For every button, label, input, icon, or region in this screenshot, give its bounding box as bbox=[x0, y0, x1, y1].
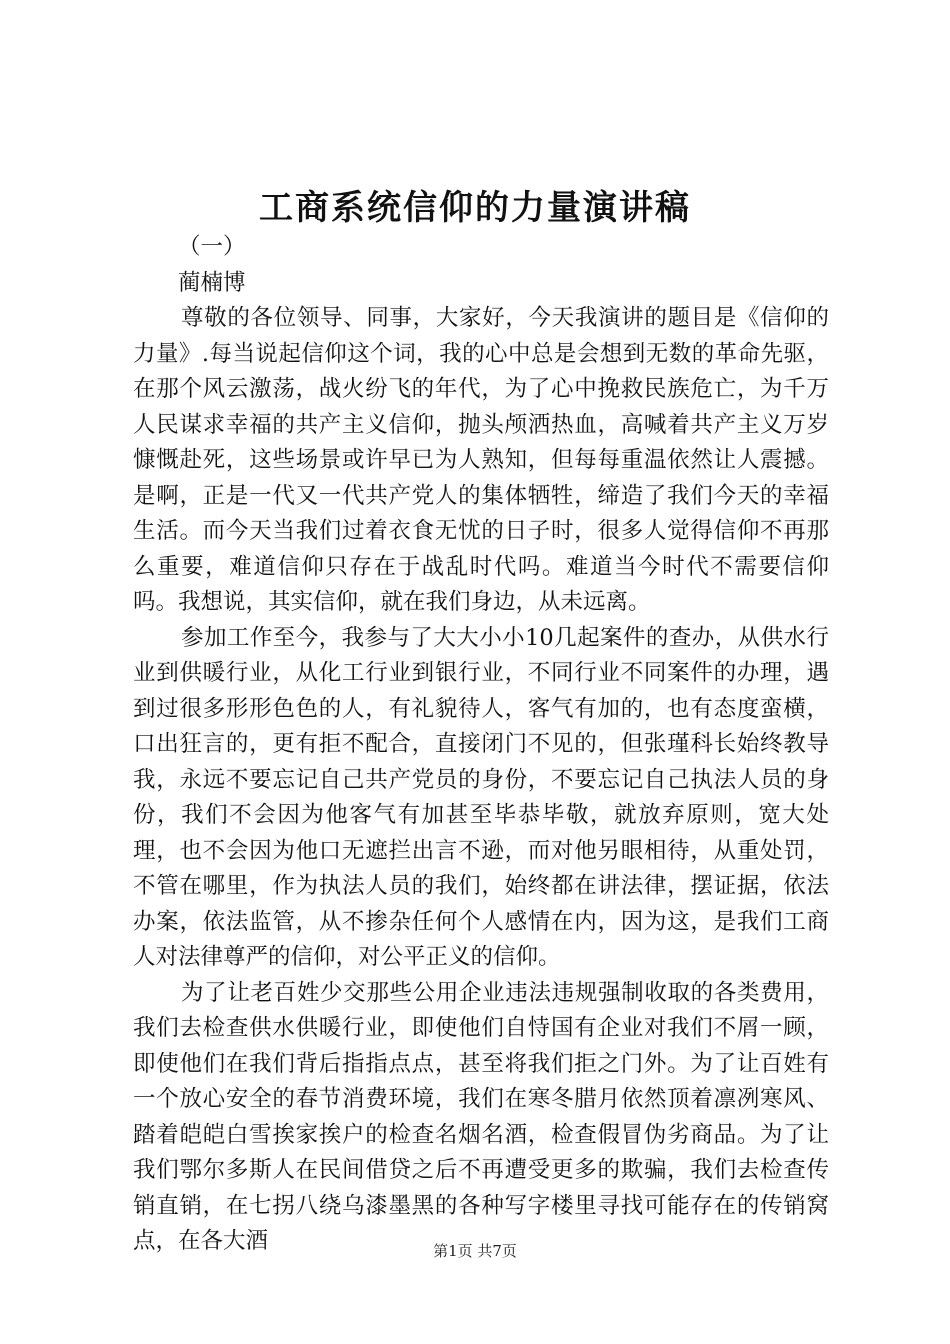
document-title: 工商系统信仰的力量演讲稿 bbox=[259, 188, 691, 228]
author-name: 蔺楠博 bbox=[178, 269, 246, 296]
body-paragraph: 为了让老百姓少交那些公用企业违法违规强制收取的各类费用，我们去检查供水供暖行业，即使他们自恃国有企业对我们不屑一顾，即使他们在我们背后指指点点，甚至将我们拒之门外。为了让百姓有一个放心安全的春节消费环境，我们在寒冬腊月依然顶着凛冽寒风、踏着皑皑白雪挨家挨户的检查名烟名酒，检查假冒伪劣商品。为了让我们鄂尔多斯人在民间借贷之后不再遭受更多的欺骗，我们去检查传销直销，在七拐八绕乌漆墨黑的各种写字楼里寻找可能存在的传销窝点，在各大酒 bbox=[133, 979, 829, 1254]
body-paragraph: 参加工作至今，我参与了大大小小10几起案件的查办，从供水行业到供暖行业，从化工行业到银行业，不同行业不同案件的办理，遇到过很多形形色色的人，有礼貌待人，客气有加的，也有态度蛮横，口出狂言的，更有拒不配合，直接闭门不见的，但张瑾科长始终教导我，永远不要忘记自己共产党员的身份，不要忘记自己执法人员的身份，我们不会因为他客气有加甚至毕恭毕敬，就放弃原则，宽大处理，也不会因为他口无遮拦出言不逊，而对他另眼相待，从重处罚，不管在哪里，作为执法人员的我们，始终都在讲法律，摆证据，依法办案，依法监管，从不掺杂任何个人感情在内，因为这，是我们工商人对法律尊严的信仰，对公平正义的信仰。 bbox=[133, 624, 829, 970]
section-marker: （一） bbox=[178, 234, 246, 260]
body-paragraph: 尊敬的各位领导、同事，大家好，今天我演讲的题目是《信仰的力量》.每当说起信仰这个词，我的心中总是会想到无数的革命先驱，在那个风云激荡，战火纷飞的年代，为了心中挽救民族危亡，为千万人民谋求幸福的共产主义信仰，抛头颅洒热血，高喊着共产主义万岁慷慨赴死，这些场景或许早已为人熟知，但每每重温依然让人震撼。是啊，正是一代又一代共产党人的集体牺牲，缔造了我们今天的幸福生活。而今天当我们过着衣食无忧的日子时，很多人觉得信仰不再那么重要，难道信仰只存在于战乱时代吗。难道当今时代不需要信仰吗。我想说，其实信仰，就在我们身边，从未远离。 bbox=[133, 305, 829, 615]
page-footer: 第1页 共7页 bbox=[433, 1242, 517, 1260]
document-body bbox=[133, 230, 829, 1260]
